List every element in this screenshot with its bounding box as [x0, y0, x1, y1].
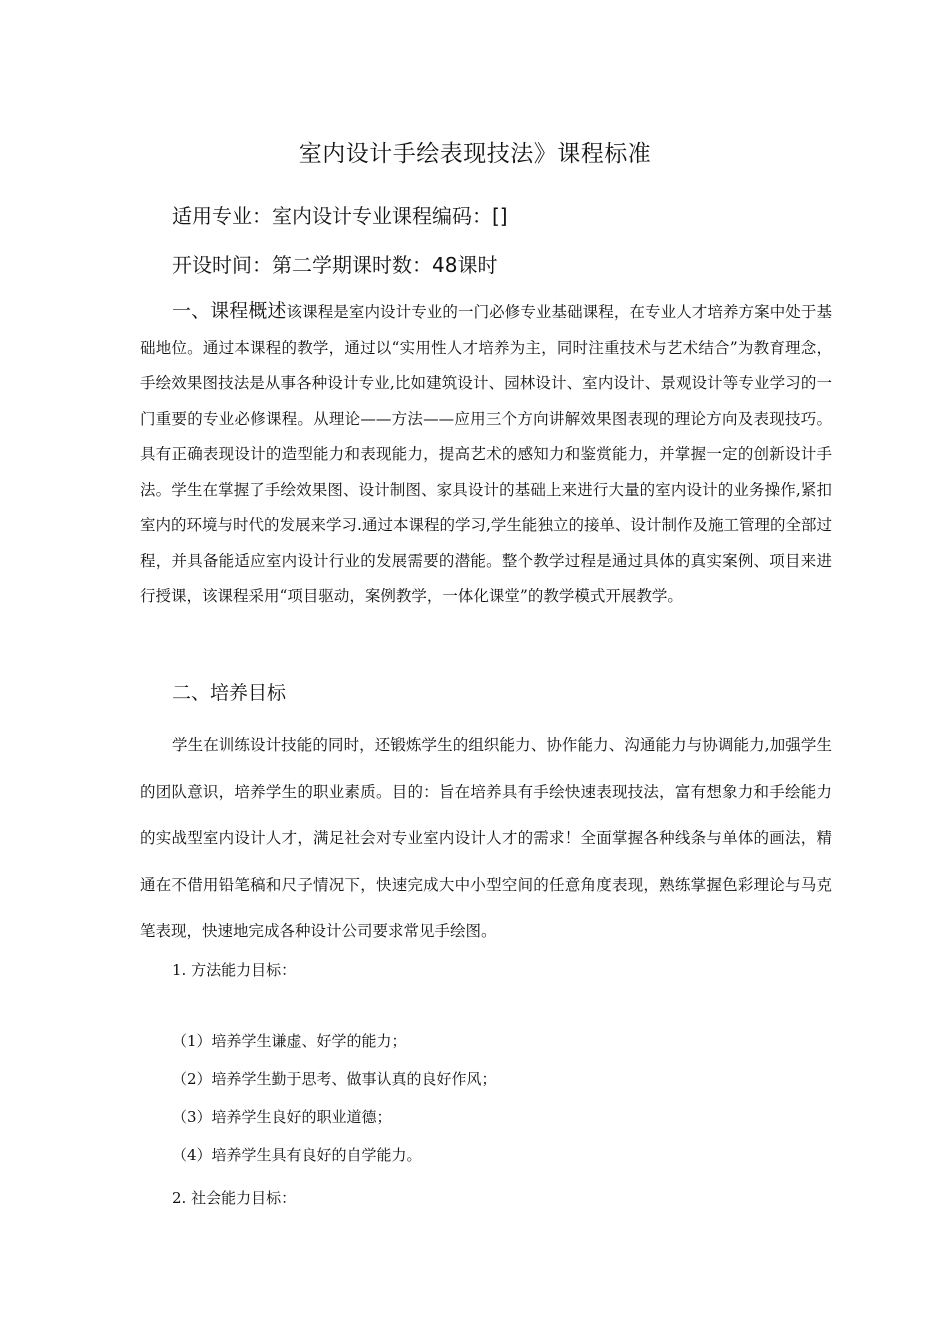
section-overview-text: 该课程是室内设计专业的一门必修专业基础课程，在专业人才培养方案中处于基础地位。通过本课程的教学，通过以“实用性人才培养为主，同时注重技术与艺术结合”为教育理念，手绘效果图技法是从事各种设计专业,比如建筑设计、园林设计、室内设计、景观设计等专业学习的一门重要的专业必修课程。从理论——方法——应用三个方向讲解效果图表现的理论方向及表现技巧。具有正确表现设计的造型能力和表现能力，提高艺术的感知力和鉴赏能力，并掌握一定的创新设计手法。学生在掌握了手绘效果图、设计制图、家具设计的基础上来进行大量的室内设计的业务操作,紧扣室内的环境与时代的发展来学习.通过本课程的学习,学生能独立的接单、设计制作及施工管理的全部过程，并具备能适应室内设计行业的发展需要的潜能。整个教学过程是通过具体的真实案例、项目来进行授课，该课程采用“项目驱动，案例教学，一体化课堂”的教学模式开展教学。 [140, 303, 832, 605]
section-overview-heading: 一、课程概述 [172, 300, 287, 322]
section-overview [140, 294, 832, 615]
section-goals-paragraph: 学生在训练设计技能的同时，还锻炼学生的组织能力、协作能力、沟通能力与协调能力,加强学生的团队意识，培养学生的职业素质。目的：旨在培养具有手绘快速表现技法，富有想象力和手绘能力的实战型室内设计人才，满足社会对专业室内设计人才的需求！全面掌握各种线条与单体的画法，精通在不借用铅笔稿和尺子情况下，快速完成大中小型空间的任意角度表现，熟练掌握色彩理论与马克笔表现，快速地完成各种设计公司要求常见手绘图。 [140, 736, 832, 941]
social-goals-heading: 2. 社会能力目标： [172, 1189, 297, 1207]
method-goal-item: （3）培养学生良好的职业道德； [172, 1108, 392, 1126]
method-goal-item: （2）培养学生勤于思考、做事认真的良好作风； [172, 1070, 497, 1088]
section-goals-heading: 二、培养目标 [172, 682, 287, 704]
document-title: 室内设计手绘表现技法》课程标准 [298, 141, 652, 167]
meta-major-line: 适用专业：室内设计专业课程编码：[] [172, 204, 508, 228]
method-goal-item: （1）培养学生谦虚、好学的能力； [172, 1032, 407, 1050]
method-goal-item: （4）培养学生具有良好的自学能力。 [172, 1146, 422, 1164]
meta-time-line: 开设时间：第二学期课时数：48课时 [172, 253, 498, 277]
method-goals-heading: 1. 方法能力目标： [172, 961, 297, 979]
